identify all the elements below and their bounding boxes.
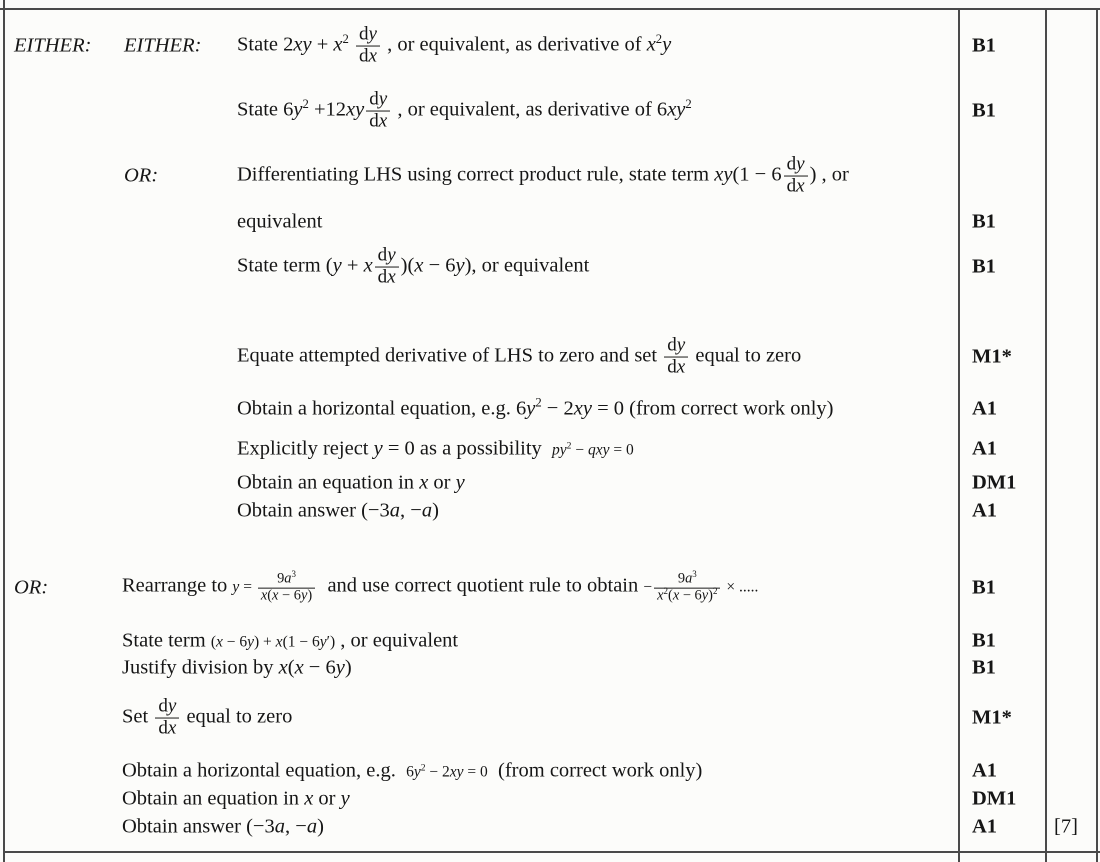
criterion-text: State term (x − 6y) + x(1 − 6y′) , or equivalent — [122, 629, 459, 652]
fraction: $\frac{dy}{dx}$ — [366, 90, 390, 133]
fraction: $\frac{dy}{dx}$ — [664, 336, 688, 379]
mark-scheme-row — [0, 328, 1100, 386]
criterion-text: Equate attempted derivative of LHS to zero and set $\frac{dy}{dx}$ equal to zero — [237, 334, 802, 378]
mark-scheme-row — [0, 756, 1100, 786]
criterion-text: Justify division by x(x − 6y) — [122, 656, 352, 679]
fraction: $\frac{dy}{dx}$ — [784, 155, 808, 198]
table-border-top — [0, 8, 1100, 10]
mark-scheme-row — [0, 785, 1100, 813]
mark-scheme-row — [0, 626, 1100, 656]
mark-scheme-row — [0, 208, 1100, 236]
mark-code: A1 — [972, 397, 998, 420]
mark-code: B1 — [972, 629, 996, 652]
fraction: $\frac{dy}{dx}$ — [375, 246, 399, 289]
mark-code: DM1 — [972, 787, 1017, 810]
mark-scheme-row — [0, 469, 1100, 497]
mark-scheme-row — [0, 654, 1100, 682]
mark-code: B1 — [972, 656, 996, 679]
criterion-text: State $2xy + x^2$ $\frac{dy}{dx}$ , or equivalent, as derivative of $x^2y$ — [237, 23, 672, 67]
mark-scheme-row — [0, 435, 1100, 463]
alternative-label-2: EITHER: — [124, 34, 202, 57]
criterion-text: Obtain an equation in x or y — [122, 787, 350, 810]
mark-code: B1 — [972, 99, 996, 122]
criterion-text: State $6y^2 +12xy$ $\frac{dy}{dx}$ , or equivalent, as derivative of $6xy^2$ — [237, 88, 692, 132]
alternative-label-1: EITHER: — [14, 34, 92, 57]
criterion-text: Explicitly reject y = 0 as a possibility $py^2$ − qxy = 0 — [237, 437, 634, 460]
mark-code: A1 — [972, 499, 998, 522]
mark-code: M1* — [972, 706, 1012, 729]
mark-code: A1 — [972, 437, 998, 460]
criterion-text: Differentiating LHS using correct product rule, state term xy(1 − 6 $\frac{dy}{dx}$ ) , or — [237, 153, 849, 197]
criterion-text: State term (y + x $\frac{dy}{dx}$ )(x − 6y), or equivalent — [237, 244, 590, 288]
criterion-text: Obtain answer (−3a, −a) — [122, 815, 324, 838]
mark-code: M1* — [972, 345, 1012, 368]
criterion-text: Obtain answer (−3a, −a) — [237, 499, 439, 522]
fraction: $\frac{9a^3}{x^2(x - 6y)^2}$ — [654, 572, 720, 605]
criterion-text: Obtain an equation in x or y — [237, 471, 465, 494]
fraction: $\frac{dy}{dx}$ — [155, 697, 179, 740]
criterion-text: Rearrange to y = $\frac{9a^3}{x(x - 6y)}$ and use correct quotient rule to obtain − $\frac{9a^3}{x^2(x - 6y)^2}$ × ..... — [122, 568, 759, 604]
alternative-label-1: OR: — [14, 576, 49, 599]
total-marks: [7] — [1054, 815, 1078, 838]
mark-code: DM1 — [972, 471, 1017, 494]
criterion-text: Set $\frac{dy}{dx}$ equal to zero — [122, 695, 293, 739]
mark-scheme-row — [0, 813, 1100, 841]
criterion-text: equivalent — [237, 210, 323, 233]
mark-scheme-row — [0, 17, 1100, 75]
criterion-text: Obtain a horizontal equation, e.g. $6y^2 - 2xy = 0$ (from correct work only) — [122, 759, 703, 782]
mark-code: A1 — [972, 815, 998, 838]
alternative-label-2: OR: — [124, 164, 159, 187]
table-border-bottom — [3, 851, 1100, 853]
mark-scheme-row — [0, 689, 1100, 747]
mark-scheme-row — [0, 238, 1100, 296]
mark-code: B1 — [972, 210, 996, 233]
mark-code: B1 — [972, 576, 996, 599]
mark-code: B1 — [972, 34, 996, 57]
fraction: $\frac{9a^3}{x(x - 6y)}$ — [258, 572, 315, 605]
mark-scheme-row — [0, 556, 1100, 620]
fraction: $\frac{dy}{dx}$ — [356, 25, 380, 68]
mark-code: B1 — [972, 255, 996, 278]
criterion-text: Obtain a horizontal equation, e.g. $6y^2 - 2xy = 0$ (from correct work only) — [237, 395, 834, 420]
mark-scheme-row — [0, 82, 1100, 140]
mark-scheme-row — [0, 497, 1100, 525]
mark-scheme-row — [0, 147, 1100, 205]
mark-code: A1 — [972, 759, 998, 782]
mark-scheme-row — [0, 394, 1100, 424]
